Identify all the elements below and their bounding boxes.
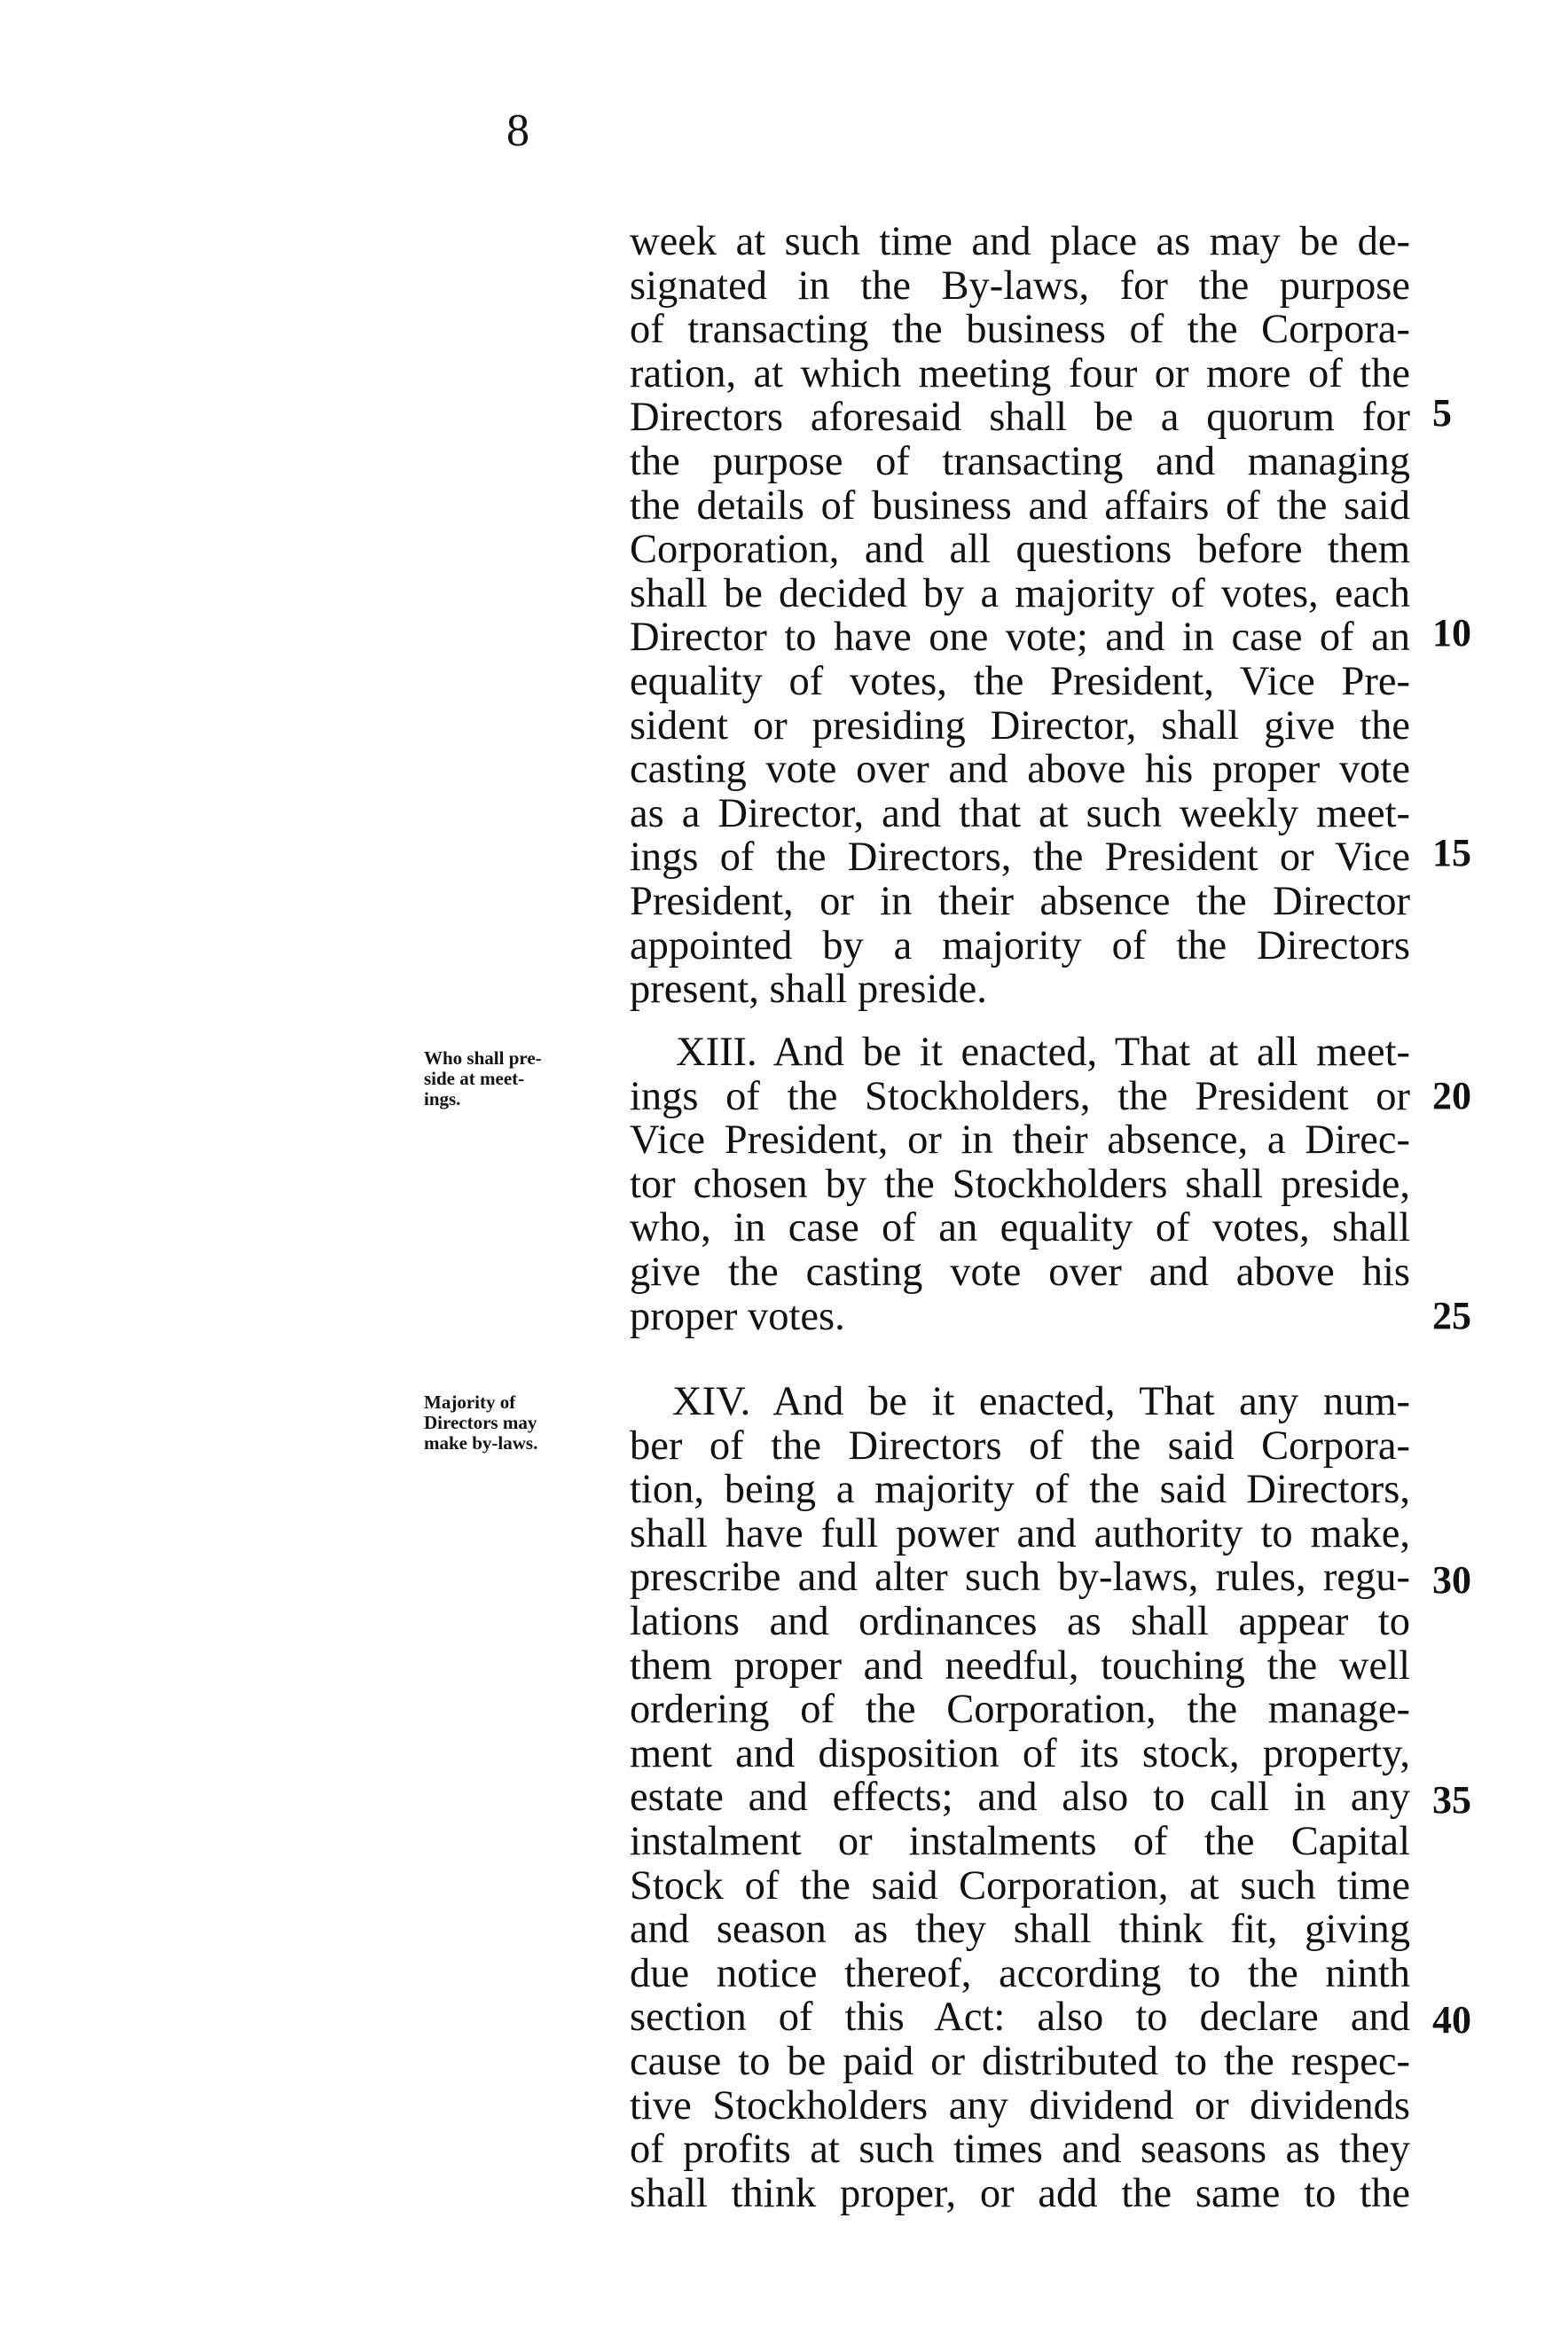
text-line: shall have full power and authority to make,: [630, 1510, 1410, 1556]
text-line: tor chosen by the Stockholders shall preside,: [630, 1161, 1410, 1207]
text-line: ber of the Directors of the said Corpora-: [630, 1423, 1410, 1469]
text-line: shall think proper, or add the same to the: [630, 2170, 1410, 2216]
text-line: due notice thereof, according to the ninth: [630, 1950, 1410, 1996]
text-line: equality of votes, the President, Vice Pre-: [630, 658, 1410, 704]
text-line: proper votes.: [630, 1293, 845, 1339]
sidenote-majority-of-directors: [424, 1392, 615, 1454]
text-line: tive Stockholders any dividend or dividends: [630, 2082, 1410, 2128]
line-number: 10: [1432, 611, 1471, 655]
line-number: 5: [1432, 391, 1452, 435]
text-line: and season as they shall think fit, giving: [630, 1907, 1410, 1953]
line-number: 15: [1432, 831, 1471, 874]
text-line: prescribe and alter such by-laws, rules, regu-: [630, 1555, 1410, 1601]
text-line: them proper and needful, touching the well: [630, 1642, 1410, 1689]
sidenote-line: make by-laws.: [424, 1432, 538, 1454]
section-xiii: [630, 1031, 1410, 1338]
text-line: the purpose of transacting and managing: [630, 438, 1410, 484]
text-line: cause to be paid or distributed to the respec-: [630, 2038, 1410, 2084]
sidenote-line: Majority of: [424, 1391, 516, 1413]
text-line: casting vote over and above his proper vote: [630, 747, 1410, 793]
text-line: of profits at such times and seasons as they: [630, 2127, 1410, 2173]
text-line: President, or in their absence the Director: [630, 878, 1410, 924]
line-number: 20: [1432, 1074, 1471, 1117]
text-line: Director to have one vote; and in case of an: [630, 615, 1410, 661]
line-number: 30: [1432, 1558, 1471, 1602]
text-line: Vice President, or in their absence, a Direc-: [630, 1117, 1410, 1164]
text-line: tion, being a majority of the said Directors,: [630, 1467, 1410, 1513]
sidenote-line: ings.: [424, 1088, 461, 1109]
text-line: Directors aforesaid shall be a quorum for: [630, 395, 1410, 441]
text-line: XIII. And be it enacted, That at all meet-: [676, 1030, 1410, 1075]
text-line: shall be decided by a majority of votes, each: [630, 570, 1410, 616]
sidenote-who-shall-preside: [424, 1048, 615, 1109]
text-line: signated in the By-laws, for the purpose: [630, 263, 1410, 309]
line-number: 35: [1432, 1778, 1471, 1822]
sidenote-line: side at meet-: [424, 1068, 525, 1089]
sidenote-line: Directors may: [424, 1412, 537, 1433]
text-line: XIV. And be it enacted, That any num-: [672, 1379, 1410, 1424]
sidenote-line: Who shall pre-: [424, 1047, 542, 1069]
text-line: as a Director, and that at such weekly meet-: [630, 790, 1410, 836]
section-xiv: [630, 1380, 1410, 2215]
text-line: Corporation, and all questions before them: [630, 527, 1410, 573]
text-line: who, in case of an equality of votes, shall: [630, 1205, 1410, 1251]
text-line: present, shall preside.: [630, 967, 987, 1013]
text-line: instalment or instalments of the Capital: [630, 1818, 1410, 1864]
text-line: give the casting vote over and above his: [630, 1249, 1410, 1295]
text-line: week at such time and place as may be de-: [630, 219, 1410, 264]
text-line: appointed by a majority of the Directors: [630, 922, 1410, 968]
text-line: section of this Act: also to declare and: [630, 1995, 1410, 2041]
text-line: ment and disposition of its stock, property,: [630, 1730, 1410, 1776]
text-line: sident or presiding Director, shall give the: [630, 702, 1410, 749]
line-number: 25: [1432, 1294, 1471, 1337]
line-number: 40: [1432, 1998, 1471, 2042]
text-line: ings of the Stockholders, the President or: [630, 1073, 1410, 1119]
text-line: Stock of the said Corporation, at such time: [630, 1862, 1410, 1909]
text-line: estate and effects; and also to call in any: [630, 1775, 1410, 1821]
text-line: lations and ordinances as shall appear to: [630, 1598, 1410, 1644]
text-line: ration, at which meeting four or more of the: [630, 350, 1410, 396]
text-line: ings of the Directors, the President or Vice: [630, 835, 1410, 881]
text-line: of transacting the business of the Corpora-: [630, 307, 1410, 353]
text-line: ordering of the Corporation, the manage-: [630, 1687, 1410, 1733]
page-number: 8: [506, 106, 529, 156]
text-line: the details of business and affairs of the said: [630, 482, 1410, 529]
continuation-paragraph: [630, 220, 1410, 1012]
